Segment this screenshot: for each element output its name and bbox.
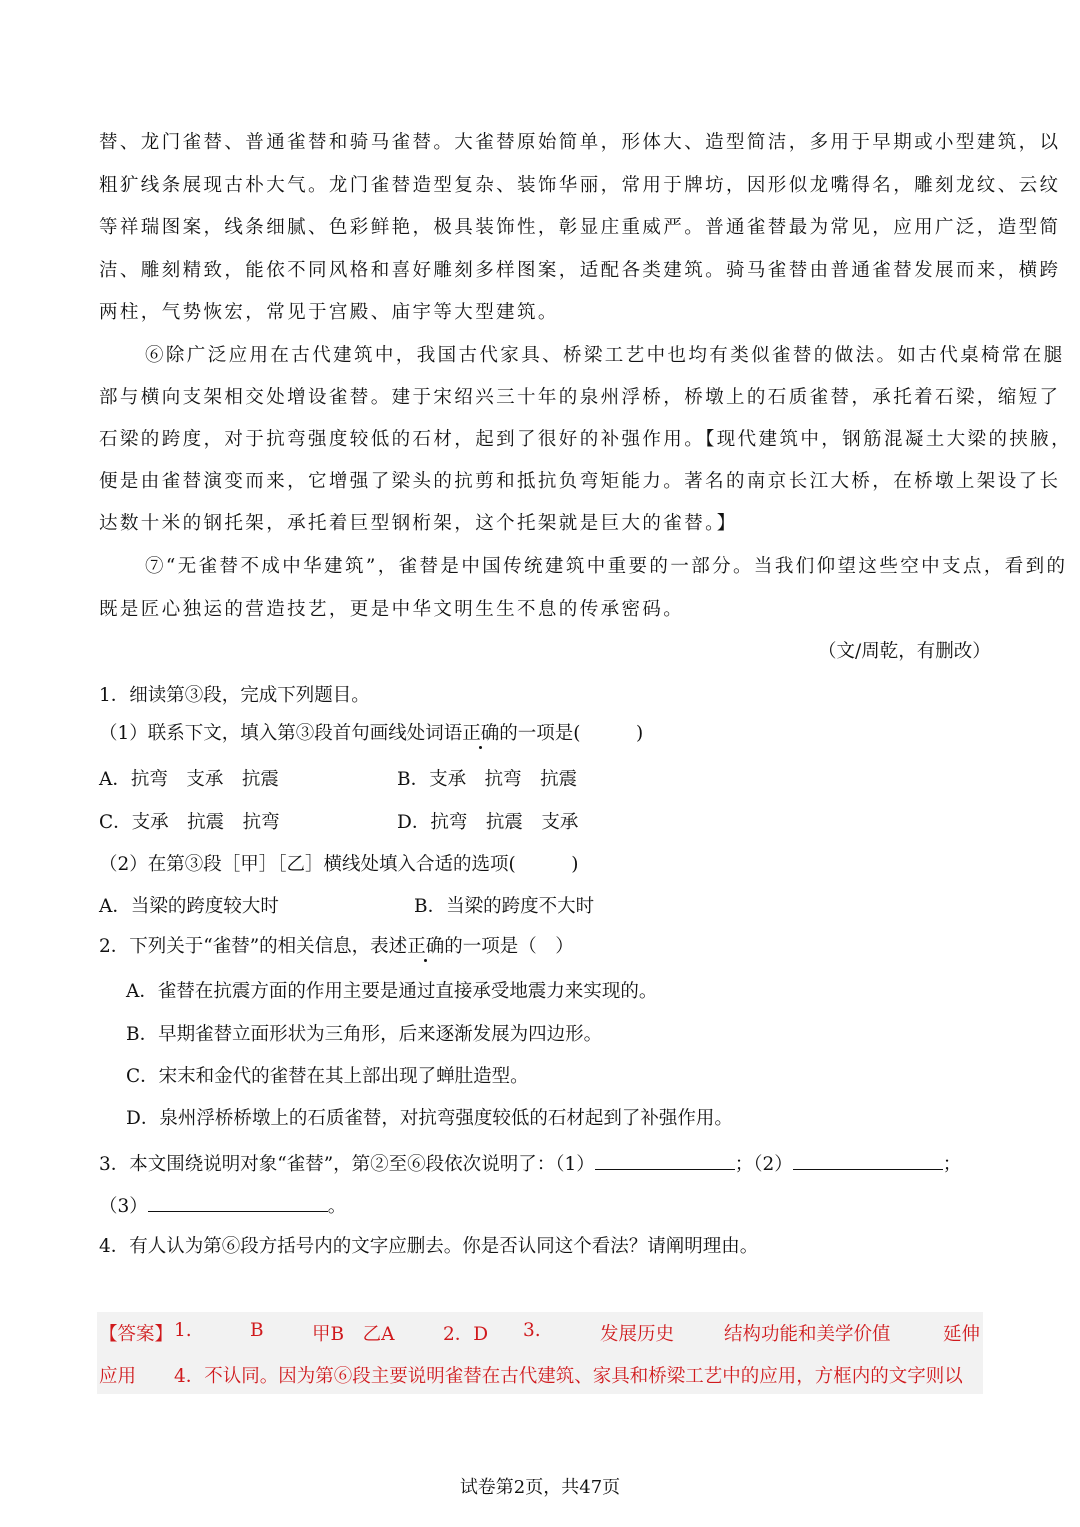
passage-line: 达数十米的钢托架，承托着巨型钢桁架，这个托架就是巨大的雀替。】 bbox=[99, 513, 738, 534]
answer-tag: 【答案】 bbox=[99, 1324, 174, 1345]
q1-1-text: （1）联系下文，填入第③段首句画线处词语 bbox=[99, 723, 463, 744]
passage-line: 等祥瑞图案，线条细腻、色彩鲜艳，极具装饰性，彰显庄重威严。普通雀替最为常见，应用广泛，造型简 bbox=[99, 217, 1061, 238]
answer-num: 3. bbox=[523, 1320, 541, 1341]
answer-value: 应用 bbox=[99, 1366, 137, 1387]
q2-text: 2．下列关于“雀替”的相关信息，表述 bbox=[99, 936, 408, 957]
passage-line: 既是匠心独运的营造技艺，更是中华文明生生不息的传承密码。 bbox=[99, 599, 685, 620]
answer-value: 发展历史 bbox=[600, 1324, 675, 1345]
emphasis-dot: 正确 bbox=[407, 936, 445, 957]
passage-line: ⑦“无雀替不成中华建筑”，雀替是中国传统建筑中重要的一部分。当我们仰望这些空中支点，看到的 bbox=[145, 556, 1068, 577]
option-a: A．抗弯 支承 抗震 bbox=[99, 769, 279, 790]
q1-1-text-end: 的一项是( ) bbox=[499, 723, 644, 744]
passage-line: 两柱，气势恢宏，常见于宫殿、庙宇等大型建筑。 bbox=[99, 302, 559, 323]
option-c: C．宋末和金代的雀替在其上部出现了蝉肚造型。 bbox=[126, 1066, 529, 1087]
q3-text: 。 bbox=[327, 1196, 347, 1217]
q3-text: ；（2） bbox=[734, 1154, 793, 1175]
question-1-1 bbox=[99, 722, 643, 746]
passage-line: 部与横向支架相交处增设雀替。建于宋绍兴三十年的泉州浮桥，桥墩上的石质雀替，承托着石梁，缩短了 bbox=[99, 387, 1061, 408]
question-3-cont bbox=[99, 1193, 346, 1219]
question-4: 4．有人认为第⑥段方括号内的文字应删去。你是否认同这个看法？请阐明理由。 bbox=[99, 1236, 759, 1257]
option-d: D．抗弯 抗震 支承 bbox=[397, 812, 579, 833]
q3-text: ； bbox=[942, 1154, 962, 1175]
option-d: D．泉州浮桥桥墩上的石质雀替，对抗弯强度较低的石材起到了补强作用。 bbox=[126, 1108, 733, 1129]
answer-value: 甲B 乙A bbox=[312, 1324, 395, 1345]
question-1-2: （2）在第③段［甲］［乙］横线处填入合适的选项( ) bbox=[99, 854, 579, 875]
option-b: B．支承 抗弯 抗震 bbox=[397, 769, 578, 790]
passage-line: 替、龙门雀替、普通雀替和骑马雀替。大雀替原始简单，形体大、造型简洁，多用于早期或小型建筑，以 bbox=[99, 132, 1061, 153]
emphasis-dot: 正确 bbox=[462, 723, 500, 744]
option-a: A．当梁的跨度较大时 bbox=[99, 896, 279, 917]
q3-text: （3） bbox=[99, 1196, 148, 1217]
answer-blank[interactable] bbox=[793, 1151, 943, 1170]
passage-line: 便是由雀替演变而来，它增强了梁头的抗剪和抵抗负弯矩能力。著名的南京长江大桥，在桥墩上架设了长 bbox=[99, 471, 1061, 492]
answer-value: 4．不认同。因为第⑥段主要说明雀替在古代建筑、家具和桥梁工艺中的应用，方框内的文字则以 bbox=[174, 1366, 963, 1387]
option-c: C．支承 抗震 抗弯 bbox=[99, 812, 280, 833]
answer-value: 2．D bbox=[443, 1324, 489, 1345]
answer-num: 1. bbox=[174, 1320, 192, 1341]
answer-blank[interactable] bbox=[595, 1151, 735, 1170]
option-b: B．早期雀替立面形状为三角形，后来逐渐发展为四边形。 bbox=[126, 1024, 603, 1045]
passage-source: （文/周乾，有删改） bbox=[818, 641, 991, 662]
answer-value: 延伸 bbox=[943, 1324, 981, 1345]
answer-value: 结构功能和美学价值 bbox=[724, 1324, 891, 1345]
question-3 bbox=[99, 1151, 961, 1177]
passage-line: 石梁的跨度，对于抗弯强度较低的石材，起到了很好的补强作用。【现代建筑中，钢筋混凝土大梁的挟腋， bbox=[99, 429, 1073, 450]
option-b: B．当梁的跨度不大时 bbox=[414, 896, 595, 917]
question-1: 1．细读第③段，完成下列题目。 bbox=[99, 685, 370, 706]
q2-text-end: 的一项是（ ） bbox=[444, 936, 574, 957]
answer-value: B bbox=[250, 1320, 264, 1341]
q3-text: 3．本文围绕说明对象“雀替”，第②至⑥段依次说明了：（1） bbox=[99, 1154, 595, 1175]
question-2 bbox=[99, 935, 574, 959]
answer-blank[interactable] bbox=[148, 1193, 328, 1212]
page-footer: 试卷第2页，共47页 bbox=[459, 1477, 621, 1498]
passage-line: 粗犷线条展现古朴大气。龙门雀替造型复杂、装饰华丽，常用于牌坊，因形似龙嘴得名，雕刻龙纹、云纹 bbox=[99, 175, 1061, 196]
passage-line: 洁、雕刻精致，能依不同风格和喜好雕刻多样图案，适配各类建筑。骑马雀替由普通雀替发展而来，横跨 bbox=[99, 260, 1061, 281]
passage-line: ⑥除广泛应用在古代建筑中，我国古代家具、桥梁工艺中也均有类似雀替的做法。如古代桌椅常在腿 bbox=[145, 345, 1065, 366]
option-a: A．雀替在抗震方面的作用主要是通过直接承受地震力来实现的。 bbox=[126, 981, 658, 1002]
